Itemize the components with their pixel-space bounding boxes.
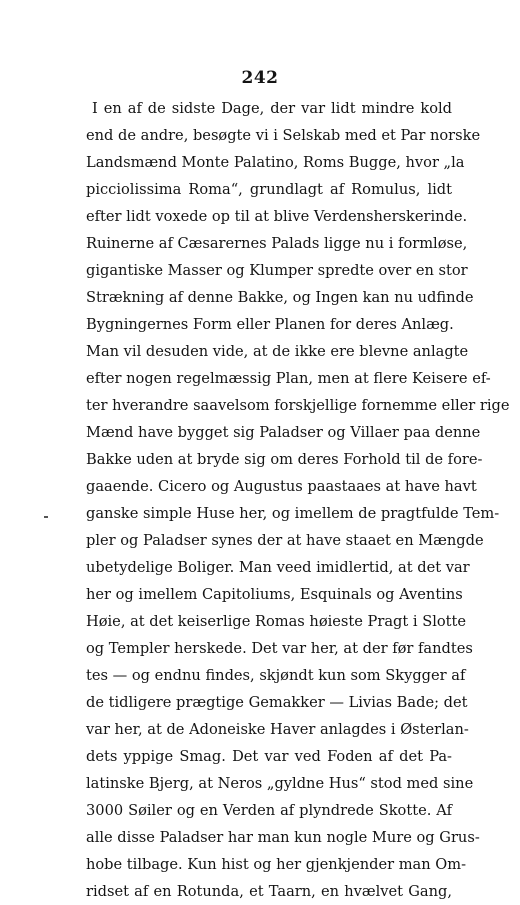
text-line: efter nogen regelmæssig Plan, men at flere Keisere ef- — [86, 370, 491, 387]
text-line: Ruinerne af Cæsarernes Palads ligge nu i formløse, — [86, 235, 468, 252]
text-line: end de andre, besøgte vi i Selskab med et Par norske — [86, 127, 481, 144]
text-line: efter lidt voxede op til at blive Verdensherskerinde. — [86, 208, 468, 225]
text-line: de tidligere prægtige Gemakker — Livias Bade; det — [86, 694, 468, 711]
text-line: var her, at de Adoneiske Haver anlagdes i Østerlan- — [86, 721, 469, 738]
text-line: dets yppige Smag. Det var ved Foden af det Pa- — [86, 748, 452, 765]
text-line: alle disse Paladser har man kun nogle Mure og Grus- — [86, 829, 480, 846]
text-line: Bygningernes Form eller Planen for deres Anlæg. — [86, 316, 454, 333]
text-line: picciolissima Roma“, grundlagt af Romulus, lidt — [86, 181, 452, 198]
text-line: Høie, at det keiserlige Romas høieste Pragt i Slotte — [86, 613, 467, 630]
text-line: 3000 Søiler og en Verden af plyndrede Skotte. Af — [86, 802, 452, 819]
text-line: ganske simple Huse her, og imellem de pragtfulde Tem- — [86, 505, 500, 522]
text-line: I en af de sidste Dage, der var lidt mindre kold — [92, 100, 452, 117]
text-line: pler og Paladser synes der at have staaet en Mængde — [86, 532, 484, 549]
text-line: og Templer herskede. Det var her, at der før fandtes — [86, 640, 473, 657]
text-line: Man vil desuden vide, at de ikke ere blevne anlagte — [86, 343, 469, 360]
text-line: ubetydelige Boliger. Man veed imidlertid, at det var — [86, 559, 470, 576]
text-line: latinske Bjerg, at Neros „gyldne Hus“ stod med sine — [86, 775, 474, 792]
text-line: tes — og endnu findes, skjøndt kun som Skygger af — [86, 667, 466, 684]
margin-mark — [44, 516, 48, 518]
text-line: ridset af en Rotunda, et Taarn, en hvælvet Gang, — [86, 883, 452, 900]
body-text — [86, 95, 510, 905]
text-line: Bakke uden at bryde sig om deres Forhold til de fore- — [86, 451, 483, 468]
text-line: Strækning af denne Bakke, og Ingen kan nu udfinde — [86, 289, 474, 306]
page-number: 242 — [241, 68, 279, 88]
text-line: gaaende. Cicero og Augustus paastaaes at have havt — [86, 478, 477, 495]
text-line: Landsmænd Monte Palatino, Roms Bugge, hvor „la — [86, 154, 465, 171]
text-line: Mænd have bygget sig Paladser og Villaer paa denne — [86, 424, 481, 441]
text-line: hobe tilbage. Kun hist og her gjenkjender man Om- — [86, 856, 467, 873]
text-line: ter hverandre saavelsom forskjellige fornemme eller rige — [86, 397, 510, 414]
text-line: her og imellem Capitoliums, Esquinals og Aventins — [86, 586, 463, 603]
text-line: gigantiske Masser og Klumper spredte over en stor — [86, 262, 468, 279]
